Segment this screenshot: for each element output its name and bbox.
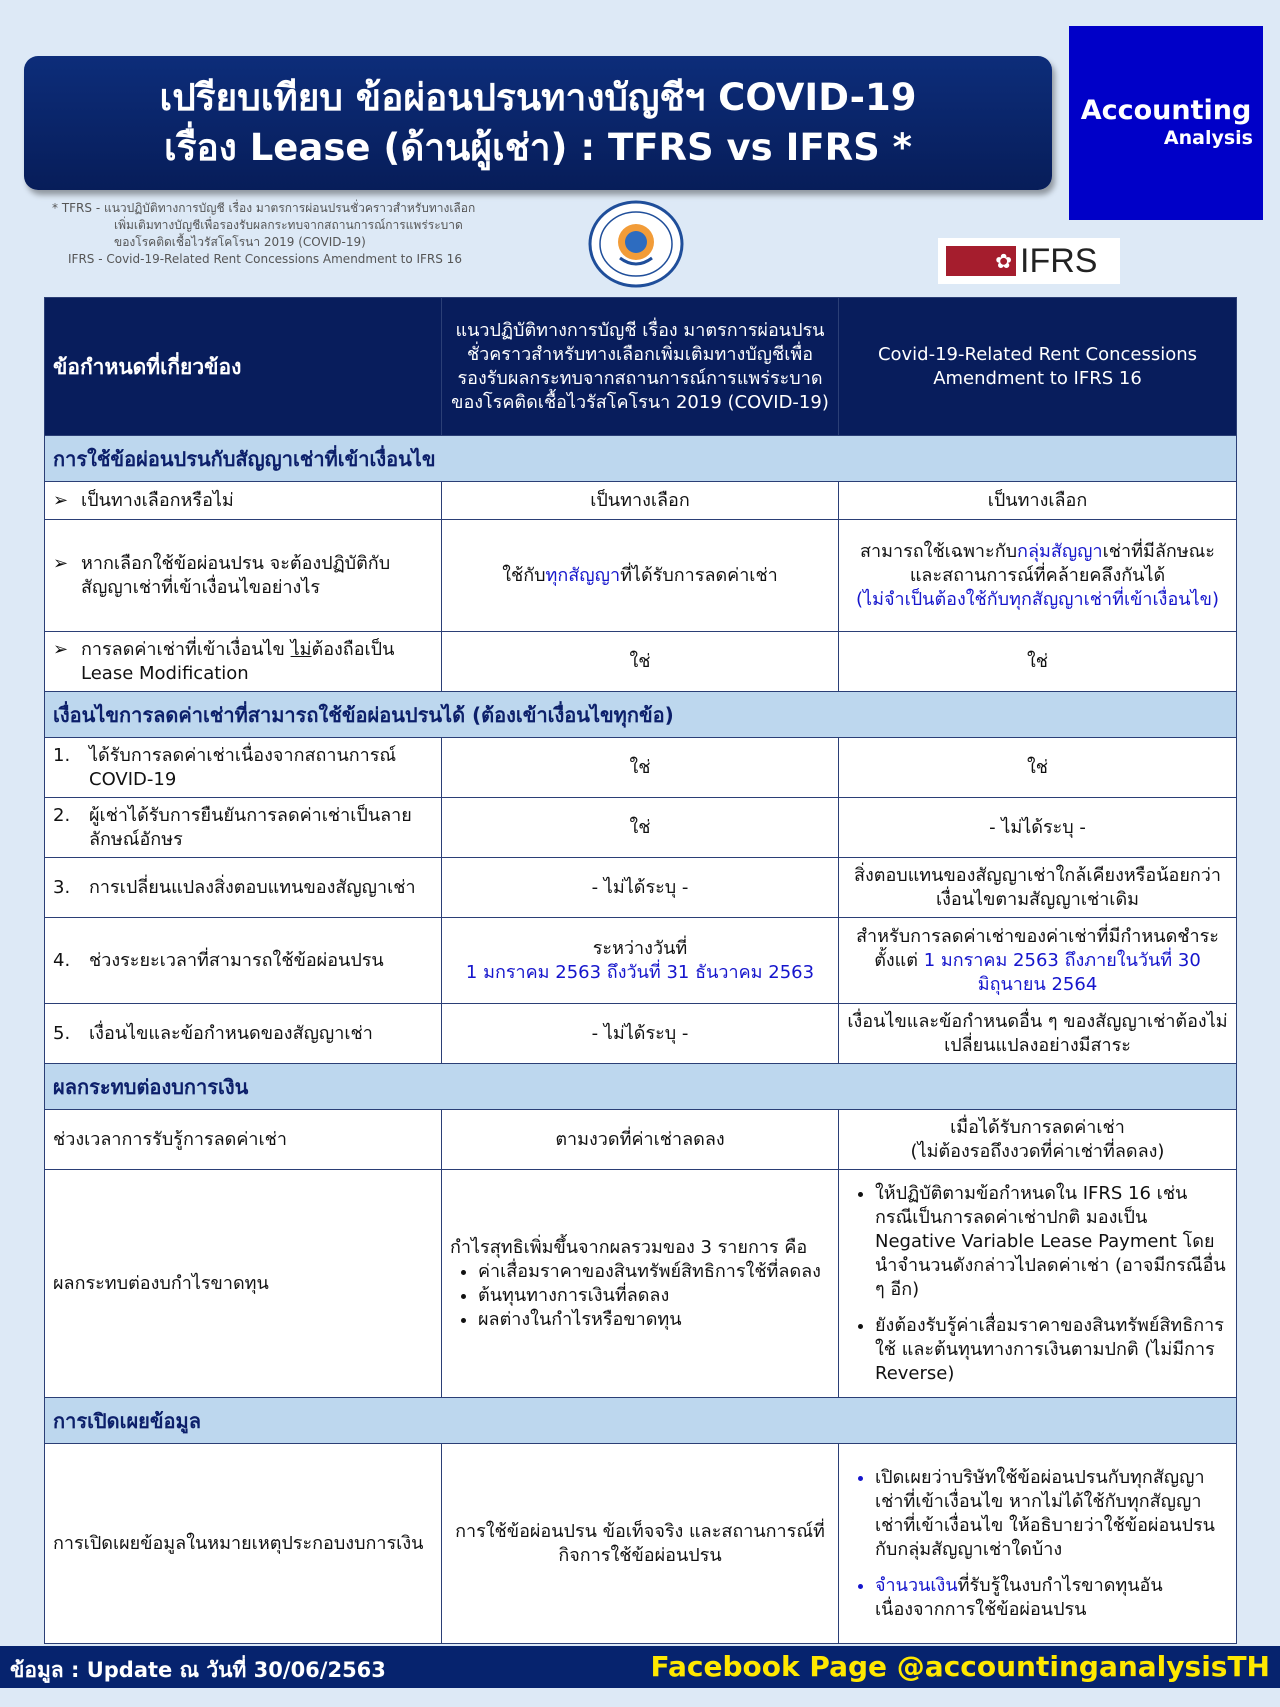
table-row [45, 1444, 1237, 1644]
ifrs-cell: เป็นทางเลือก [839, 482, 1237, 520]
footnote-tfrs-2: เพิ่มเติมทางบัญชีเพื่อรองรับผลกระทบจากสถานการณ์การแพร่ระบาด [114, 218, 463, 232]
table-row [45, 632, 1237, 692]
tfrs-cell: ใช่ [442, 632, 839, 692]
section-row-conditions [45, 692, 1237, 738]
section-title: เงื่อนไขการลดค่าเช่าที่สามารถใช้ข้อผ่อนปรนได้ (ต้องเข้าเงื่อนไขทุกข้อ) [45, 692, 1237, 738]
footer-update-date: ข้อมูล : Update ณ วันที่ 30/06/2563 [10, 1658, 386, 1682]
section-title: ผลกระทบต่องบการเงิน [45, 1064, 1237, 1110]
accounting-analysis-logo [1069, 26, 1263, 220]
ifrs-logo [938, 238, 1120, 284]
list-item: • ผลต่างในกำไรหรือขาดทุน [478, 1308, 830, 1332]
footnote-ifrs: IFRS - Covid-19-Related Rent Concessions Amendment to IFRS 16 [68, 252, 462, 266]
ifrs-logo-mark-icon: ✿ [946, 246, 1016, 276]
list-item: • ให้ปฏิบัติตามข้อกำหนดใน IFRS 16 เช่น กรณีเป็นการลดค่าเช่าปกติ มองเป็น Negative Variable Lease Payment โดยนำจำนวนดังกล่าวไปลดค่าเช่า (อาจมีกรณีอื่น ๆ อีก) [875, 1182, 1228, 1302]
section-row-fs-impact [45, 1064, 1237, 1110]
row-label: ➢ เป็นทางเลือกหรือไม่ [45, 482, 442, 520]
logo-line-1: Accounting [1080, 95, 1252, 126]
title-banner [24, 56, 1052, 190]
row-label: 2. ผู้เช่าได้รับการยืนยันการลดค่าเช่าเป็นลายลักษณ์อักษร [45, 798, 442, 858]
table-header-row [45, 298, 1237, 436]
row-label: 4. ช่วงระยะเวลาที่สามารถใช้ข้อผ่อนปรน [45, 918, 442, 1004]
list-item: • ค่าเสื่อมราคาของสินทรัพย์สิทธิการใช้ที่ลดลง [478, 1260, 830, 1284]
ifrs-cell: สิ่งตอบแทนของสัญญาเช่าใกล้เคียงหรือน้อยกว่าเงื่อนไขตามสัญญาเช่าเดิม [839, 858, 1237, 918]
ifrs-bullet-list [847, 1466, 1228, 1622]
footer-facebook-page: Facebook Page @accountinganalysisTH [650, 1650, 1270, 1683]
row-label: 1. ได้รับการลดค่าเช่าเนื่องจากสถานการณ์ COVID-19 [45, 738, 442, 798]
list-item: • เปิดเผยว่าบริษัทใช้ข้อผ่อนปรนกับทุกสัญญาเช่าที่เข้าเงื่อนไข หากไม่ได้ใช้กับทุกสัญญาเช่าที่เข้าเงื่อนไข ให้อธิบายว่าใช้ข้อผ่อนปรนกับกลุ่มสัญญาเช่าใดบ้าง [875, 1466, 1228, 1562]
tfrs-cell: - ไม่ได้ระบุ - [442, 858, 839, 918]
section-title: การใช้ข้อผ่อนปรนกับสัญญาเช่าที่เข้าเงื่อนไข [45, 436, 1237, 482]
table-row [45, 1004, 1237, 1064]
header-col-requirement: ข้อกำหนดที่เกี่ยวข้อง [45, 298, 442, 436]
tfrs-cell: เป็นทางเลือก [442, 482, 839, 520]
list-item: • ยังต้องรับรู้ค่าเสื่อมราคาของสินทรัพย์สิทธิการใช้ และต้นทุนทางการเงินตามปกติ (ไม่มีการ Reverse) [875, 1314, 1228, 1386]
ifrs-cell: ใช่ [839, 632, 1237, 692]
row-label: ➢ หากเลือกใช้ข้อผ่อนปรน จะต้องปฏิบัติกับสัญญาเช่าที่เข้าเงื่อนไขอย่างไร [45, 520, 442, 632]
arrow-bullet-icon: ➢ [53, 552, 69, 574]
section-row-application [45, 436, 1237, 482]
table-row [45, 520, 1237, 632]
section-row-disclosure [45, 1398, 1237, 1444]
comparison-table [44, 297, 1237, 1644]
footer-bar [0, 1646, 1280, 1688]
table-row [45, 858, 1237, 918]
table-row [45, 798, 1237, 858]
ifrs-cell: สามารถใช้เฉพาะกับกลุ่มสัญญาเช่าที่มีลักษณะและสถานการณ์ที่คล้ายคลึงกันได้ (ไม่จำเป็นต้องใช้กับทุกสัญญาเช่าที่เข้าเงื่อนไข) [839, 520, 1237, 632]
footnote-tfrs-1: * TFRS - แนวปฏิบัติทางการบัญชี เรื่อง มาตรการผ่อนปรนชั่วคราวสำหรับทางเลือก [52, 201, 476, 215]
ifrs-bullet-list [847, 1182, 1228, 1386]
tfrs-cell: การใช้ข้อผ่อนปรน ข้อเท็จจริง และสถานการณ์ที่กิจการใช้ข้อผ่อนปรน [442, 1444, 839, 1644]
row-label: ➢ การลดค่าเช่าที่เข้าเงื่อนไข ไม่ต้องถือเป็น Lease Modification [45, 632, 442, 692]
ifrs-cell [839, 1444, 1237, 1644]
row-label: ช่วงเวลาการรับรู้การลดค่าเช่า [45, 1110, 442, 1170]
tfrs-cell: - ไม่ได้ระบุ - [442, 1004, 839, 1064]
table-row [45, 918, 1237, 1004]
title-line-2: เรื่อง Lease (ด้านผู้เช่า) : TFRS vs IFRS * [164, 126, 912, 169]
footnote-tfrs-3: ของโรคติดเชื้อไวรัสโคโรนา 2019 (COVID-19) [114, 235, 366, 249]
row-label: การเปิดเผยข้อมูลในหมายเหตุประกอบงบการเงิน [45, 1444, 442, 1644]
title-line-1: เปรียบเทียบ ข้อผ่อนปรนทางบัญชีฯ COVID-19 [159, 76, 917, 119]
tfrs-cell: กำไรสุทธิเพิ่มขึ้นจากผลรวมของ 3 รายการ คือ • ค่าเสื่อมราคาของสินทรัพย์สิทธิการใช้ที่ลดลง • ต้นทุนทางการเงินที่ลดลง • ผลต่างในกำไรหรือขาดทุน [442, 1170, 839, 1398]
row-label: 5. เงื่อนไขและข้อกำหนดของสัญญาเช่า [45, 1004, 442, 1064]
tfrs-cell: ใช้กับทุกสัญญาที่ได้รับการลดค่าเช่า [442, 520, 839, 632]
ifrs-cell [839, 1170, 1237, 1398]
ifrs-logo-text: IFRS [1020, 241, 1098, 280]
row-label: ผลกระทบต่องบกำไรขาดทุน [45, 1170, 442, 1398]
ifrs-cell: - ไม่ได้ระบุ - [839, 798, 1237, 858]
arrow-bullet-icon: ➢ [53, 638, 69, 660]
tfrs-cell: ระหว่างวันที่ 1 มกราคม 2563 ถึงวันที่ 31 ธันวาคม 2563 [442, 918, 839, 1004]
ifrs-cell: เมื่อได้รับการลดค่าเช่า (ไม่ต้องรอถึงงวดที่ค่าเช่าที่ลดลง) [839, 1110, 1237, 1170]
table-row [45, 482, 1237, 520]
table-row [45, 1110, 1237, 1170]
list-item: • จำนวนเงินที่รับรู้ในงบกำไรขาดทุนอันเนื่องจากการใช้ข้อผ่อนปรน [875, 1574, 1228, 1622]
table-row [45, 1170, 1237, 1398]
logo-line-2: Analysis [1163, 127, 1253, 149]
footnote [52, 200, 572, 268]
list-item: • ต้นทุนทางการเงินที่ลดลง [478, 1284, 830, 1308]
tfrs-cell: ใช่ [442, 738, 839, 798]
header-col-tfrs: แนวปฏิบัติทางการบัญชี เรื่อง มาตรการผ่อนปรนชั่วคราวสำหรับทางเลือกเพิ่มเติมทางบัญชีเพื่อรองรับผลกระทบจากสถานการณ์การแพร่ระบาดของโรคติดเชื้อไวรัสโคโรนา 2019 (COVID-19) [442, 298, 839, 436]
row-label: 3. การเปลี่ยนแปลงสิ่งตอบแทนของสัญญาเช่า [45, 858, 442, 918]
ifrs-cell: ใช่ [839, 738, 1237, 798]
header-col-ifrs: Covid-19-Related Rent Concessions Amendment to IFRS 16 [839, 298, 1237, 436]
tfrs-cell: ใช่ [442, 798, 839, 858]
tfrs-cell: ตามงวดที่ค่าเช่าลดลง [442, 1110, 839, 1170]
ifrs-cell: สำหรับการลดค่าเช่าของค่าเช่าที่มีกำหนดชำระ ตั้งแต่ 1 มกราคม 2563 ถึงภายในวันที่ 30 มิถุนายน 2564 [839, 918, 1237, 1004]
tfrs-bullet-list [450, 1260, 830, 1332]
ifrs-cell: เงื่อนไขและข้อกำหนดอื่น ๆ ของสัญญาเช่าต้องไม่เปลี่ยนแปลงอย่างมีสาระ [839, 1004, 1237, 1064]
section-title: การเปิดเผยข้อมูล [45, 1398, 1237, 1444]
table-row [45, 738, 1237, 798]
tfac-seal-icon [584, 200, 688, 288]
arrow-bullet-icon: ➢ [53, 489, 69, 511]
